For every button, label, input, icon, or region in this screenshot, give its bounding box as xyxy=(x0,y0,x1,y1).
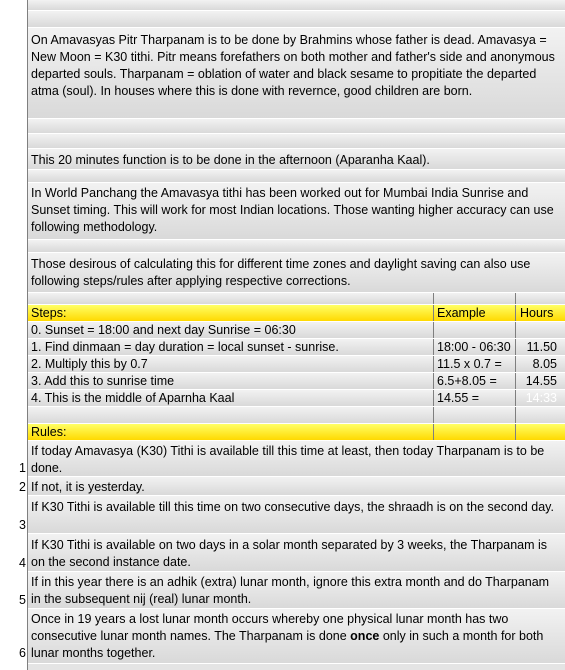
empty-row[interactable] xyxy=(28,11,565,28)
empty-row xyxy=(28,407,565,424)
example-cell[interactable]: 14.55 = xyxy=(433,390,515,406)
example-header[interactable]: Example xyxy=(433,305,515,321)
rule-text-bold: once xyxy=(350,629,380,643)
rule-text-start: Once in 19 years a lost lunar month occurs whereby one physical lunar month has two consecutive lunar month names. The Tharpanam is done xyxy=(31,612,509,643)
rule-text-end: only in such a month for both lunar months together. xyxy=(31,629,544,660)
row-number: 5 xyxy=(19,593,26,607)
empty-row[interactable] xyxy=(28,240,565,253)
empty-row[interactable] xyxy=(28,170,565,183)
hours-cell[interactable]: 14:33 xyxy=(515,390,565,406)
rule-row[interactable]: If K30 Tithi is available till this time on two consecutive days, the shraadh is on the second day. xyxy=(28,496,565,534)
rules-header-row xyxy=(28,424,565,441)
table-row xyxy=(28,339,565,356)
example-cell[interactable]: 18:00 - 06:30 xyxy=(433,339,515,355)
timing-paragraph[interactable]: This 20 minutes function is to be done in the afternoon (Aparanha Kaal). xyxy=(28,149,565,170)
row-number: 3 xyxy=(19,518,26,532)
row-number: 1 xyxy=(19,461,26,475)
row-number: 4 xyxy=(19,556,26,570)
empty-row[interactable] xyxy=(28,119,565,134)
empty-row xyxy=(28,293,565,305)
table-row xyxy=(28,390,565,407)
step-cell[interactable]: 2. Multiply this by 0.7 xyxy=(31,357,148,371)
empty-row[interactable] xyxy=(28,0,565,11)
row-number: 6 xyxy=(19,646,26,660)
hours-cell[interactable] xyxy=(515,322,565,338)
step-cell[interactable]: 3. Add this to sunrise time xyxy=(31,374,175,388)
rule-row[interactable]: If in this year there is an adhik (extra) lunar month, ignore this extra month and do Tharpanam in the subsequent nij (real) lunar month. xyxy=(28,572,565,609)
panchang-paragraph[interactable]: In World Panchang the Amavasya tithi has been worked out for Mumbai India Sunrise and Sunset timing. This will work for most Indian locations. Those wanting higher accuracy can use following methodology. xyxy=(28,183,565,240)
table-row xyxy=(28,356,565,373)
step-cell[interactable]: 1. Find dinmaan = day duration = local sunset - sunrise. xyxy=(31,340,339,354)
hours-header[interactable]: Hours xyxy=(515,305,565,321)
rule-row[interactable] xyxy=(28,609,565,664)
table-row xyxy=(28,322,565,339)
row-number: 2 xyxy=(19,480,26,494)
hours-cell[interactable]: 14.55 xyxy=(515,373,565,389)
steps-header-row xyxy=(28,305,565,322)
step-cell[interactable]: 4. This is the middle of Aparnha Kaal xyxy=(31,391,235,405)
steps-header[interactable]: Steps: xyxy=(31,306,67,320)
step-cell[interactable]: 0. Sunset = 18:00 and next day Sunrise = 06:30 xyxy=(31,323,296,337)
rules-header[interactable]: Rules: xyxy=(31,425,67,439)
timezone-paragraph[interactable]: Those desirous of calculating this for different time zones and daylight saving can also use following steps/rules after applying respective corrections. xyxy=(28,253,565,293)
example-cell[interactable]: 6.5+8.05 = xyxy=(433,373,515,389)
intro-paragraph[interactable]: On Amavasyas Pitr Tharpanam is to be done by Brahmins whose father is dead. Amavasya = New Moon = K30 tithi. Pitr means forefathers on both mother and father's side and anonymous departed souls. Tharpanam = oblation of water and black sesame to propitiate the departed atma (soul). In houses where this is done with revernce, good children are born. xyxy=(28,28,565,119)
hours-cell[interactable]: 8.05 xyxy=(515,356,565,372)
table-row xyxy=(28,373,565,390)
rule-row[interactable]: If today Amavasya (K30) Tithi is available till this time at least, then today Tharpanam is to be done. xyxy=(28,441,565,477)
hours-cell[interactable]: 11.50 xyxy=(515,339,565,355)
rule-row[interactable]: If not, it is yesterday. xyxy=(28,477,565,496)
example-cell[interactable]: 11.5 x 0.7 = xyxy=(433,356,515,372)
rule-row[interactable]: If K30 Tithi is available on two days in a solar month separated by 3 weeks, the Tharpanam is on the second instance date. xyxy=(28,534,565,572)
example-cell[interactable] xyxy=(433,322,515,338)
empty-row[interactable] xyxy=(28,134,565,149)
